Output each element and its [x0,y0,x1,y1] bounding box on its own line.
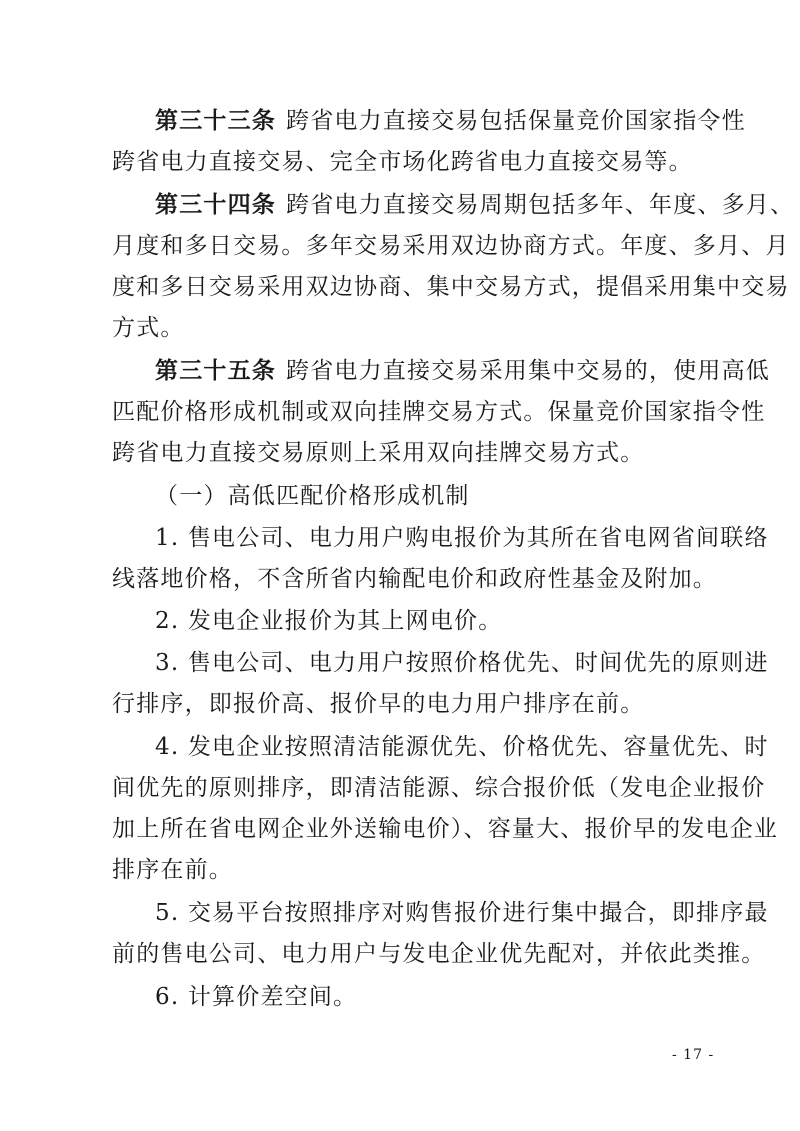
item-5-line-1: 5. 交易平台按照排序对购售报价进行集中撮合，即排序最 [155,900,769,926]
item-3-line-2: 行排序，即报价高、报价早的电力用户排序在前。 [112,691,645,717]
article-34-line-3: 度和多日交易采用双边协商、集中交易方式，提倡采用集中交易 [112,274,790,300]
article-34-line-4: 方式。 [112,315,185,341]
article-33-label: 第三十三条 [155,108,276,134]
section-heading: （一）高低匹配价格形成机制 [155,483,470,509]
article-35-text-1: 跨省电力直接交易采用集中交易的，使用高低 [286,358,770,384]
article-34-label: 第三十四条 [155,192,276,218]
item-6-line-1: 6. 计算价差空间。 [155,984,358,1010]
article-33-line-2: 跨省电力直接交易、完全市场化跨省电力直接交易等。 [112,149,693,175]
article-33-text-1: 跨省电力直接交易包括保量竞价国家指令性 [286,108,746,134]
item-2-line-1: 2. 发电企业报价为其上网电价。 [155,608,503,634]
item-4-line-2: 间优先的原则排序，即清洁能源、综合报价低（发电企业报价 [112,775,766,801]
article-35-line-2: 匹配价格形成机制或双向挂牌交易方式。保量竞价国家指令性 [112,399,766,425]
item-5-line-2: 前的售电公司、电力用户与发电企业优先配对，并依此类推。 [112,941,766,967]
item-1-line-1: 1. 售电公司、电力用户购电报价为其所在省电网省间联络 [155,525,769,551]
item-4-line-1: 4. 发电企业按照清洁能源优先、价格优先、容量优先、时 [155,734,769,760]
article-35-label: 第三十五条 [155,358,276,384]
article-34-text-1: 跨省电力直接交易周期包括多年、年度、多月、 [286,192,795,218]
article-34-line-2: 月度和多日交易。多年交易采用双边协商方式。年度、多月、月 [112,233,790,259]
article-35-line-1 [155,357,770,385]
article-34-line-1 [155,191,795,219]
item-4-line-3: 加上所在省电网企业外送输电价）、容量大、报价早的发电企业 [112,816,779,842]
page-number: - 17 - [672,1047,715,1063]
item-4-line-4: 排序在前。 [112,857,233,883]
item-1-line-2: 线落地价格，不含所省内输配电价和政府性基金及附加。 [112,566,717,592]
item-3-line-1: 3. 售电公司、电力用户按照价格优先、时间优先的原则进 [155,650,769,676]
article-35-line-3: 跨省电力直接交易原则上采用双向挂牌交易方式。 [112,440,645,466]
article-33-line-1 [155,107,755,135]
